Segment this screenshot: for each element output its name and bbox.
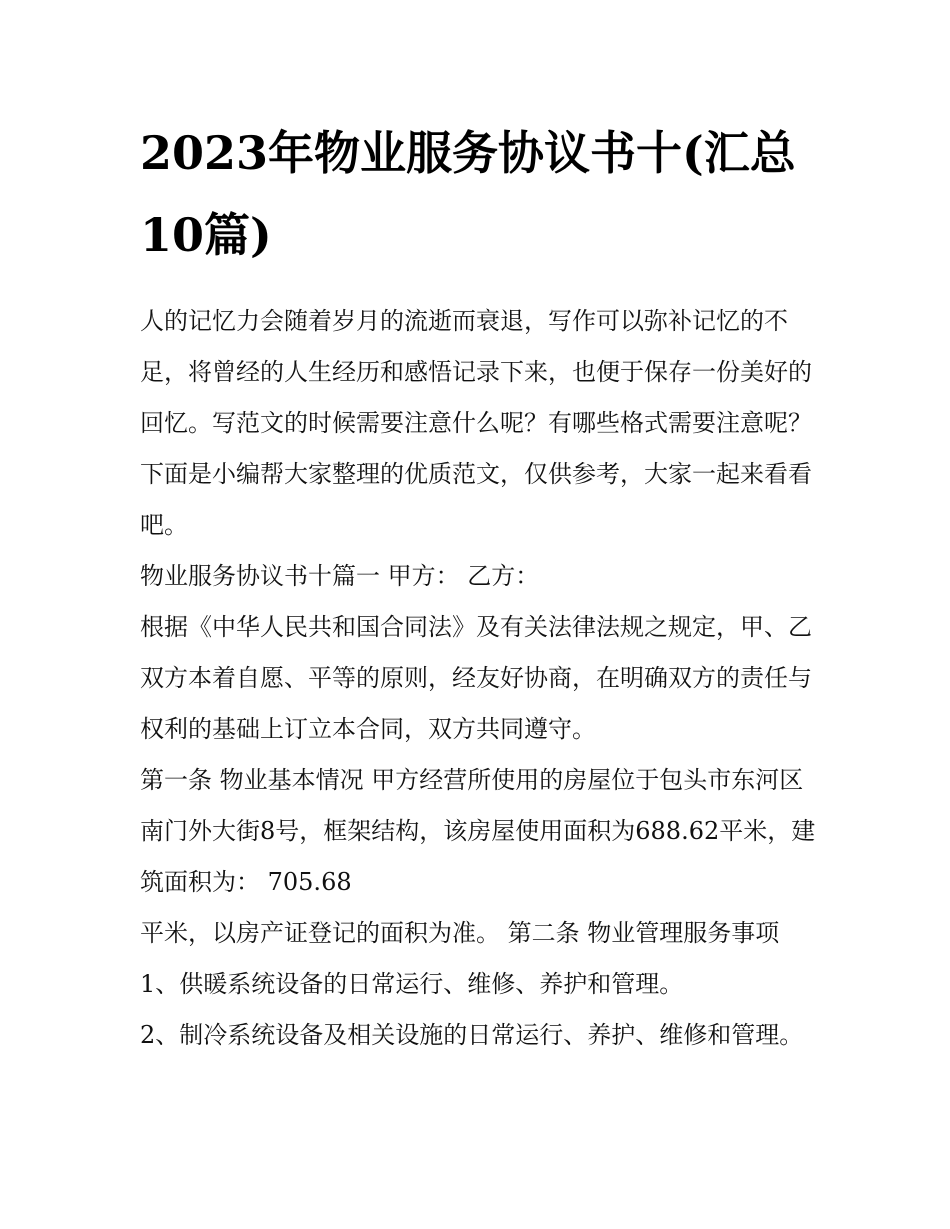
list-item-cooling: 2、制冷系统设备及相关设施的日常运行、养护、维修和管理。 (140, 1021, 804, 1049)
document-title: 2023年物业服务协议书十(汇总10篇) (140, 126, 796, 262)
list-item-heating: 1、供暖系统设备的日常运行、维修、养护和管理。 (140, 970, 684, 998)
intro-paragraph: 人的记忆力会随着岁月的流逝而衰退，写作可以弥补记忆的不足，将曾经的人生经历和感悟记录下来，也便于保存一份美好的回忆。写范文的时候需要注意什么呢？有哪些格式需要注意呢？下面是小编帮大家整理的优质范文，仅供参考，大家一起来看看吧。 (140, 307, 812, 539)
section-heading-paragraph: 物业服务协议书十篇一 甲方： 乙方： (140, 562, 540, 590)
article-two-paragraph: 平米，以房产证登记的面积为准。 第二条 物业管理服务事项 (140, 919, 780, 947)
document-page (140, 112, 820, 1061)
article-one-paragraph: 第一条 物业基本情况 甲方经营所使用的房屋位于包头市东河区南门外大街8号，框架结构，该房屋使用面积为688.62平米，建筑面积为： 705.68 (140, 766, 816, 896)
contract-preamble-paragraph: 根据《中华人民共和国合同法》及有关法律法规之规定，甲、乙双方本着自愿、平等的原则，经友好协商，在明确双方的责任与权利的基础上订立本合同，双方共同遵守。 (140, 613, 812, 743)
